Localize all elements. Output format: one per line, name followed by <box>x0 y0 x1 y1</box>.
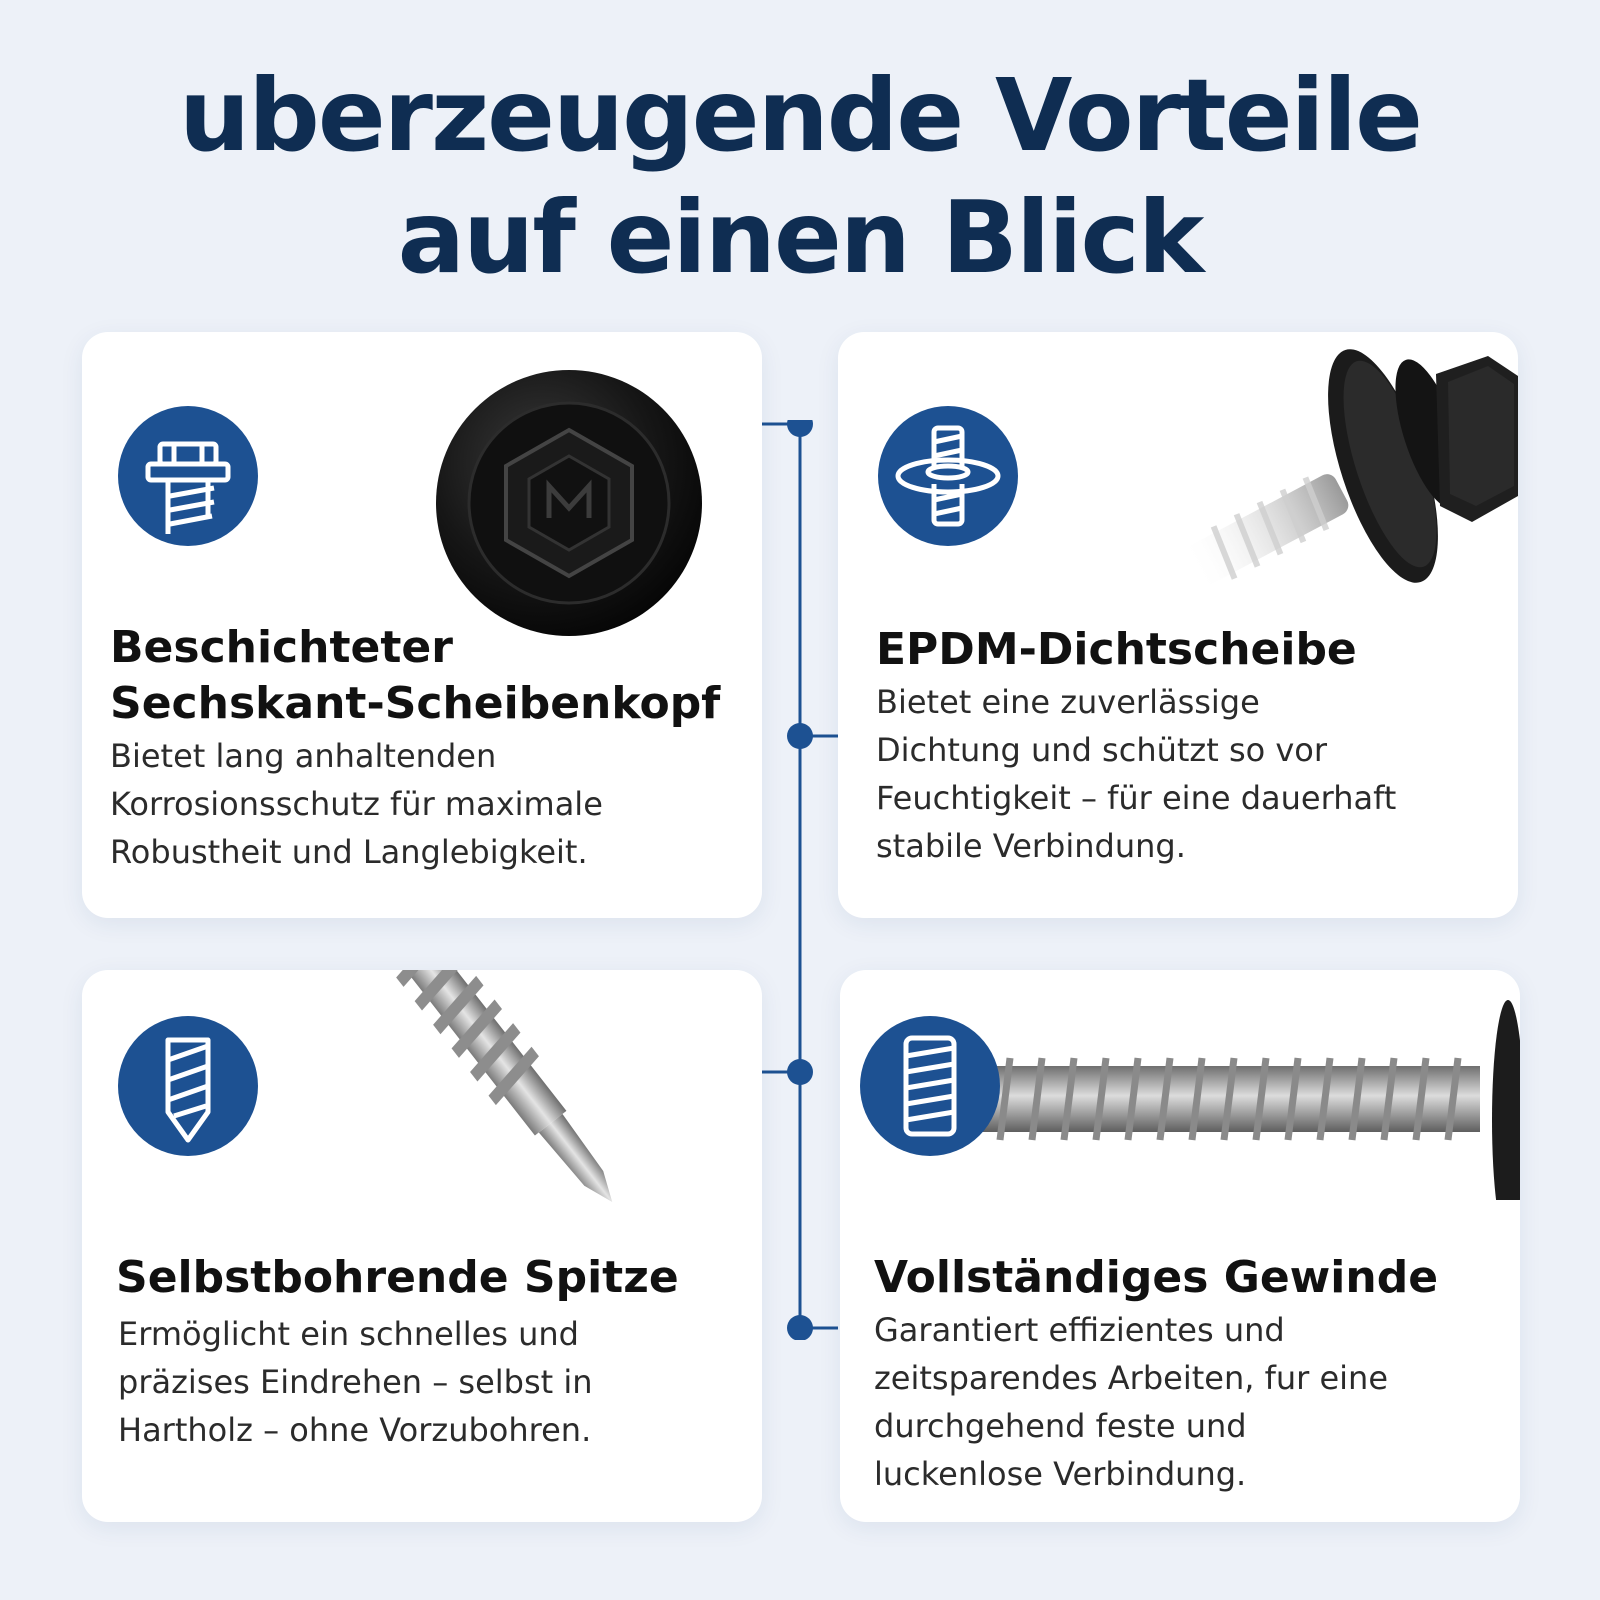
page-title-line-2: auf einen Blick <box>397 179 1203 296</box>
feature-card-drill-tip <box>82 970 762 1522</box>
feature-card-hex-head <box>82 332 762 918</box>
feature-card-epdm-washer <box>838 332 1518 918</box>
connector-node <box>787 420 813 437</box>
feature-card-full-thread <box>840 970 1520 1522</box>
feature-title: Selbstbohrende Spitze <box>116 1252 679 1303</box>
feature-description: Bietet lang anhaltenden Korrosionsschutz für maximale Robustheit und Langlebigkeit. <box>110 737 603 871</box>
coated-screw-head-image <box>434 368 704 638</box>
thread-icon <box>860 1016 1000 1156</box>
feature-description: Ermöglicht ein schnelles und präzises Eindrehen – selbst in Hartholz – ohne Vorzubohren. <box>118 1315 593 1449</box>
feature-description: Garantiert effizientes und zeitsparendes Arbeiten, fur eine durchgehend feste und luckenlose Verbindung. <box>874 1311 1388 1493</box>
feature-title: Beschichteter Sechskant-Scheibenkopf <box>110 622 721 729</box>
page-title-line-1: uberzeugende Vorteile <box>179 57 1421 174</box>
page-title <box>0 55 1600 299</box>
connector-line <box>760 420 840 1340</box>
feature-title: EPDM-Dichtscheibe <box>876 624 1357 675</box>
threaded-shank-image <box>980 1000 1520 1200</box>
sealing-washer-icon <box>878 406 1018 546</box>
screw-with-washer-image <box>1168 336 1518 626</box>
self-drilling-tip-image <box>362 970 722 1230</box>
connector-node <box>787 1315 813 1340</box>
feature-title: Vollständiges Gewinde <box>874 1252 1439 1303</box>
connector-node <box>787 1059 813 1085</box>
drill-bit-icon <box>118 1016 258 1156</box>
feature-description: Bietet eine zuverlässige Dichtung und schützt so vor Feuchtigkeit – für eine dauerhaft stabile Verbindung. <box>876 683 1397 865</box>
hex-head-screw-icon <box>118 406 258 546</box>
connector-node <box>787 723 813 749</box>
